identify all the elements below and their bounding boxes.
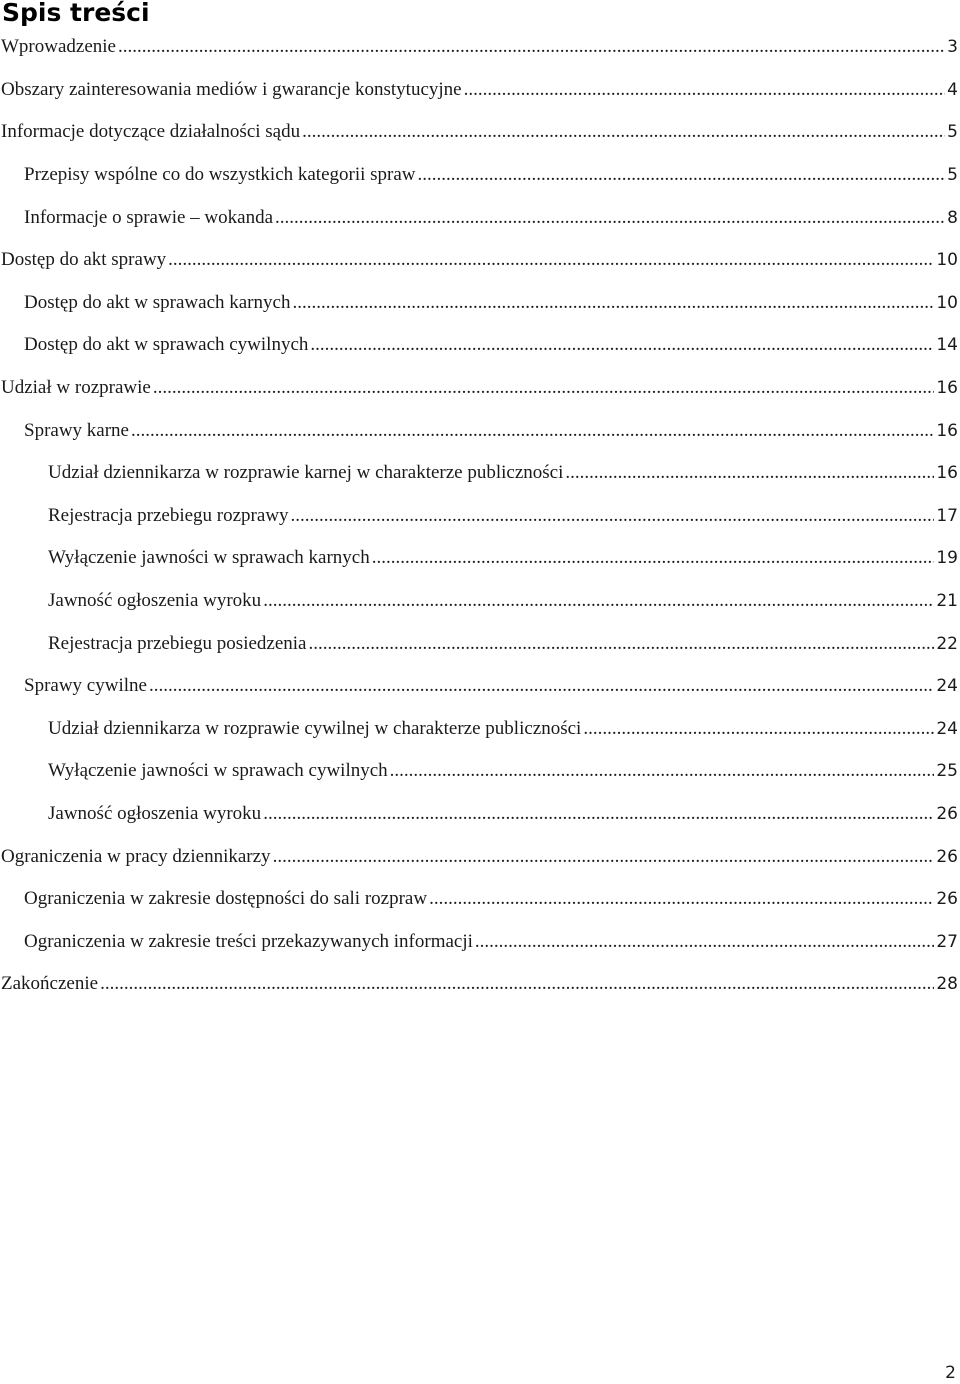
toc-entry-page: 19 xyxy=(936,548,958,569)
dot-leader xyxy=(291,505,935,527)
dot-leader xyxy=(100,973,934,995)
toc-entry-text: Ograniczenia w pracy dziennikarzy xyxy=(1,845,271,867)
dot-leader xyxy=(390,760,935,782)
toc-entry-page: 16 xyxy=(936,420,958,441)
toc-entry-page: 26 xyxy=(936,889,958,910)
dot-leader xyxy=(429,888,934,910)
toc-entry-page: 16 xyxy=(936,463,958,484)
toc-entry-page: 16 xyxy=(936,378,958,399)
toc-entry[interactable] xyxy=(0,665,960,708)
toc-entry-text: Jawność ogłoszenia wyroku xyxy=(48,590,262,612)
dot-leader xyxy=(418,164,946,186)
toc-entry[interactable] xyxy=(0,111,960,154)
dot-leader xyxy=(149,675,934,697)
toc-entry[interactable] xyxy=(0,708,960,751)
toc-list xyxy=(0,26,960,1006)
toc-entry-text: Udział w rozprawie xyxy=(1,377,151,399)
toc-entry-page: 10 xyxy=(936,292,958,313)
toc-entry-page: 3 xyxy=(947,37,958,58)
toc-entry[interactable] xyxy=(0,239,960,282)
toc-entry-text: Sprawy cywilne xyxy=(24,675,147,697)
dot-leader xyxy=(275,207,945,229)
page-number: 2 xyxy=(945,1363,956,1383)
toc-entry-text: Wyłączenie jawności w sprawach cywilnych xyxy=(48,760,388,782)
toc-entry-page: 10 xyxy=(936,250,958,271)
toc-entry-page: 25 xyxy=(936,761,958,782)
toc-entry-page: 26 xyxy=(936,803,958,824)
dot-leader xyxy=(309,633,935,655)
toc-entry[interactable] xyxy=(0,750,960,793)
toc-entry-page: 27 xyxy=(936,931,958,952)
toc-entry-text: Rejestracja przebiegu posiedzenia xyxy=(48,632,307,654)
dot-leader xyxy=(118,36,945,58)
toc-entry-text: Wprowadzenie xyxy=(1,36,116,58)
toc-entry-text: Rejestracja przebiegu rozprawy xyxy=(48,504,289,526)
toc-entry[interactable] xyxy=(0,878,960,921)
toc-entry-page: 14 xyxy=(936,335,958,356)
toc-entry[interactable] xyxy=(0,920,960,963)
toc-entry-text: Wyłączenie jawności w sprawach karnych xyxy=(48,547,370,569)
dot-leader xyxy=(475,931,934,953)
dot-leader xyxy=(131,420,934,442)
toc-entry[interactable] xyxy=(0,69,960,112)
dot-leader xyxy=(565,462,934,484)
toc-entry-text: Udział dziennikarza w rozprawie cywilnej w charakterze publiczności xyxy=(48,717,582,739)
toc-entry-page: 22 xyxy=(936,633,958,654)
toc-entry[interactable] xyxy=(0,409,960,452)
toc-entry[interactable] xyxy=(0,963,960,1006)
dot-leader xyxy=(292,292,934,314)
toc-entry-text: Informacje dotyczące działalności sądu xyxy=(1,121,301,143)
toc-entry-text: Dostęp do akt w sprawach cywilnych xyxy=(24,334,309,356)
toc-entry-text: Informacje o sprawie – wokanda xyxy=(24,206,274,228)
toc-entry-page: 21 xyxy=(936,591,958,612)
dot-leader xyxy=(464,79,946,101)
toc-entry-page: 24 xyxy=(936,718,958,739)
toc-entry-text: Jawność ogłoszenia wyroku xyxy=(48,802,262,824)
toc-entry[interactable] xyxy=(0,580,960,623)
dot-leader xyxy=(302,121,945,143)
dot-leader xyxy=(263,803,934,825)
toc-entry-text: Dostęp do akt sprawy xyxy=(1,249,167,271)
toc-entry[interactable] xyxy=(0,622,960,665)
toc-entry-page: 8 xyxy=(947,207,958,228)
toc-entry[interactable] xyxy=(0,196,960,239)
toc-entry[interactable] xyxy=(0,835,960,878)
toc-entry-text: Sprawy karne xyxy=(24,419,129,441)
toc-entry[interactable] xyxy=(0,793,960,836)
toc-entry-page: 5 xyxy=(947,165,958,186)
toc-entry-text: Ograniczenia w zakresie treści przekazywanych informacji xyxy=(24,930,473,952)
toc-entry[interactable] xyxy=(0,367,960,410)
toc-entry[interactable] xyxy=(0,495,960,538)
toc-entry[interactable] xyxy=(0,154,960,197)
dot-leader xyxy=(153,377,935,399)
toc-entry-text: Ograniczenia w zakresie dostępności do sali rozpraw xyxy=(24,888,428,910)
toc-title: Spis treści xyxy=(2,0,150,27)
toc-entry[interactable] xyxy=(0,26,960,69)
toc-entry[interactable] xyxy=(0,324,960,367)
toc-entry-page: 24 xyxy=(936,676,958,697)
dot-leader xyxy=(168,249,934,271)
toc-entry-text: Zakończenie xyxy=(1,973,99,995)
toc-entry-page: 17 xyxy=(936,505,958,526)
toc-entry-text: Obszary zainteresowania mediów i gwarancje konstytucyjne xyxy=(1,78,462,100)
dot-leader xyxy=(263,590,934,612)
dot-leader xyxy=(310,334,934,356)
dot-leader xyxy=(273,846,935,868)
dot-leader xyxy=(583,718,934,740)
toc-entry-page: 26 xyxy=(936,846,958,867)
toc-entry[interactable] xyxy=(0,452,960,495)
toc-entry-page: 28 xyxy=(936,974,958,995)
toc-entry[interactable] xyxy=(0,282,960,325)
toc-entry-text: Udział dziennikarza w rozprawie karnej w charakterze publiczności xyxy=(48,462,564,484)
dot-leader xyxy=(372,547,935,569)
toc-entry-text: Dostęp do akt w sprawach karnych xyxy=(24,291,291,313)
toc-entry-page: 5 xyxy=(947,122,958,143)
toc-entry-text: Przepisy wspólne co do wszystkich kategorii spraw xyxy=(24,164,416,186)
toc-entry-page: 4 xyxy=(947,79,958,100)
toc-entry[interactable] xyxy=(0,537,960,580)
